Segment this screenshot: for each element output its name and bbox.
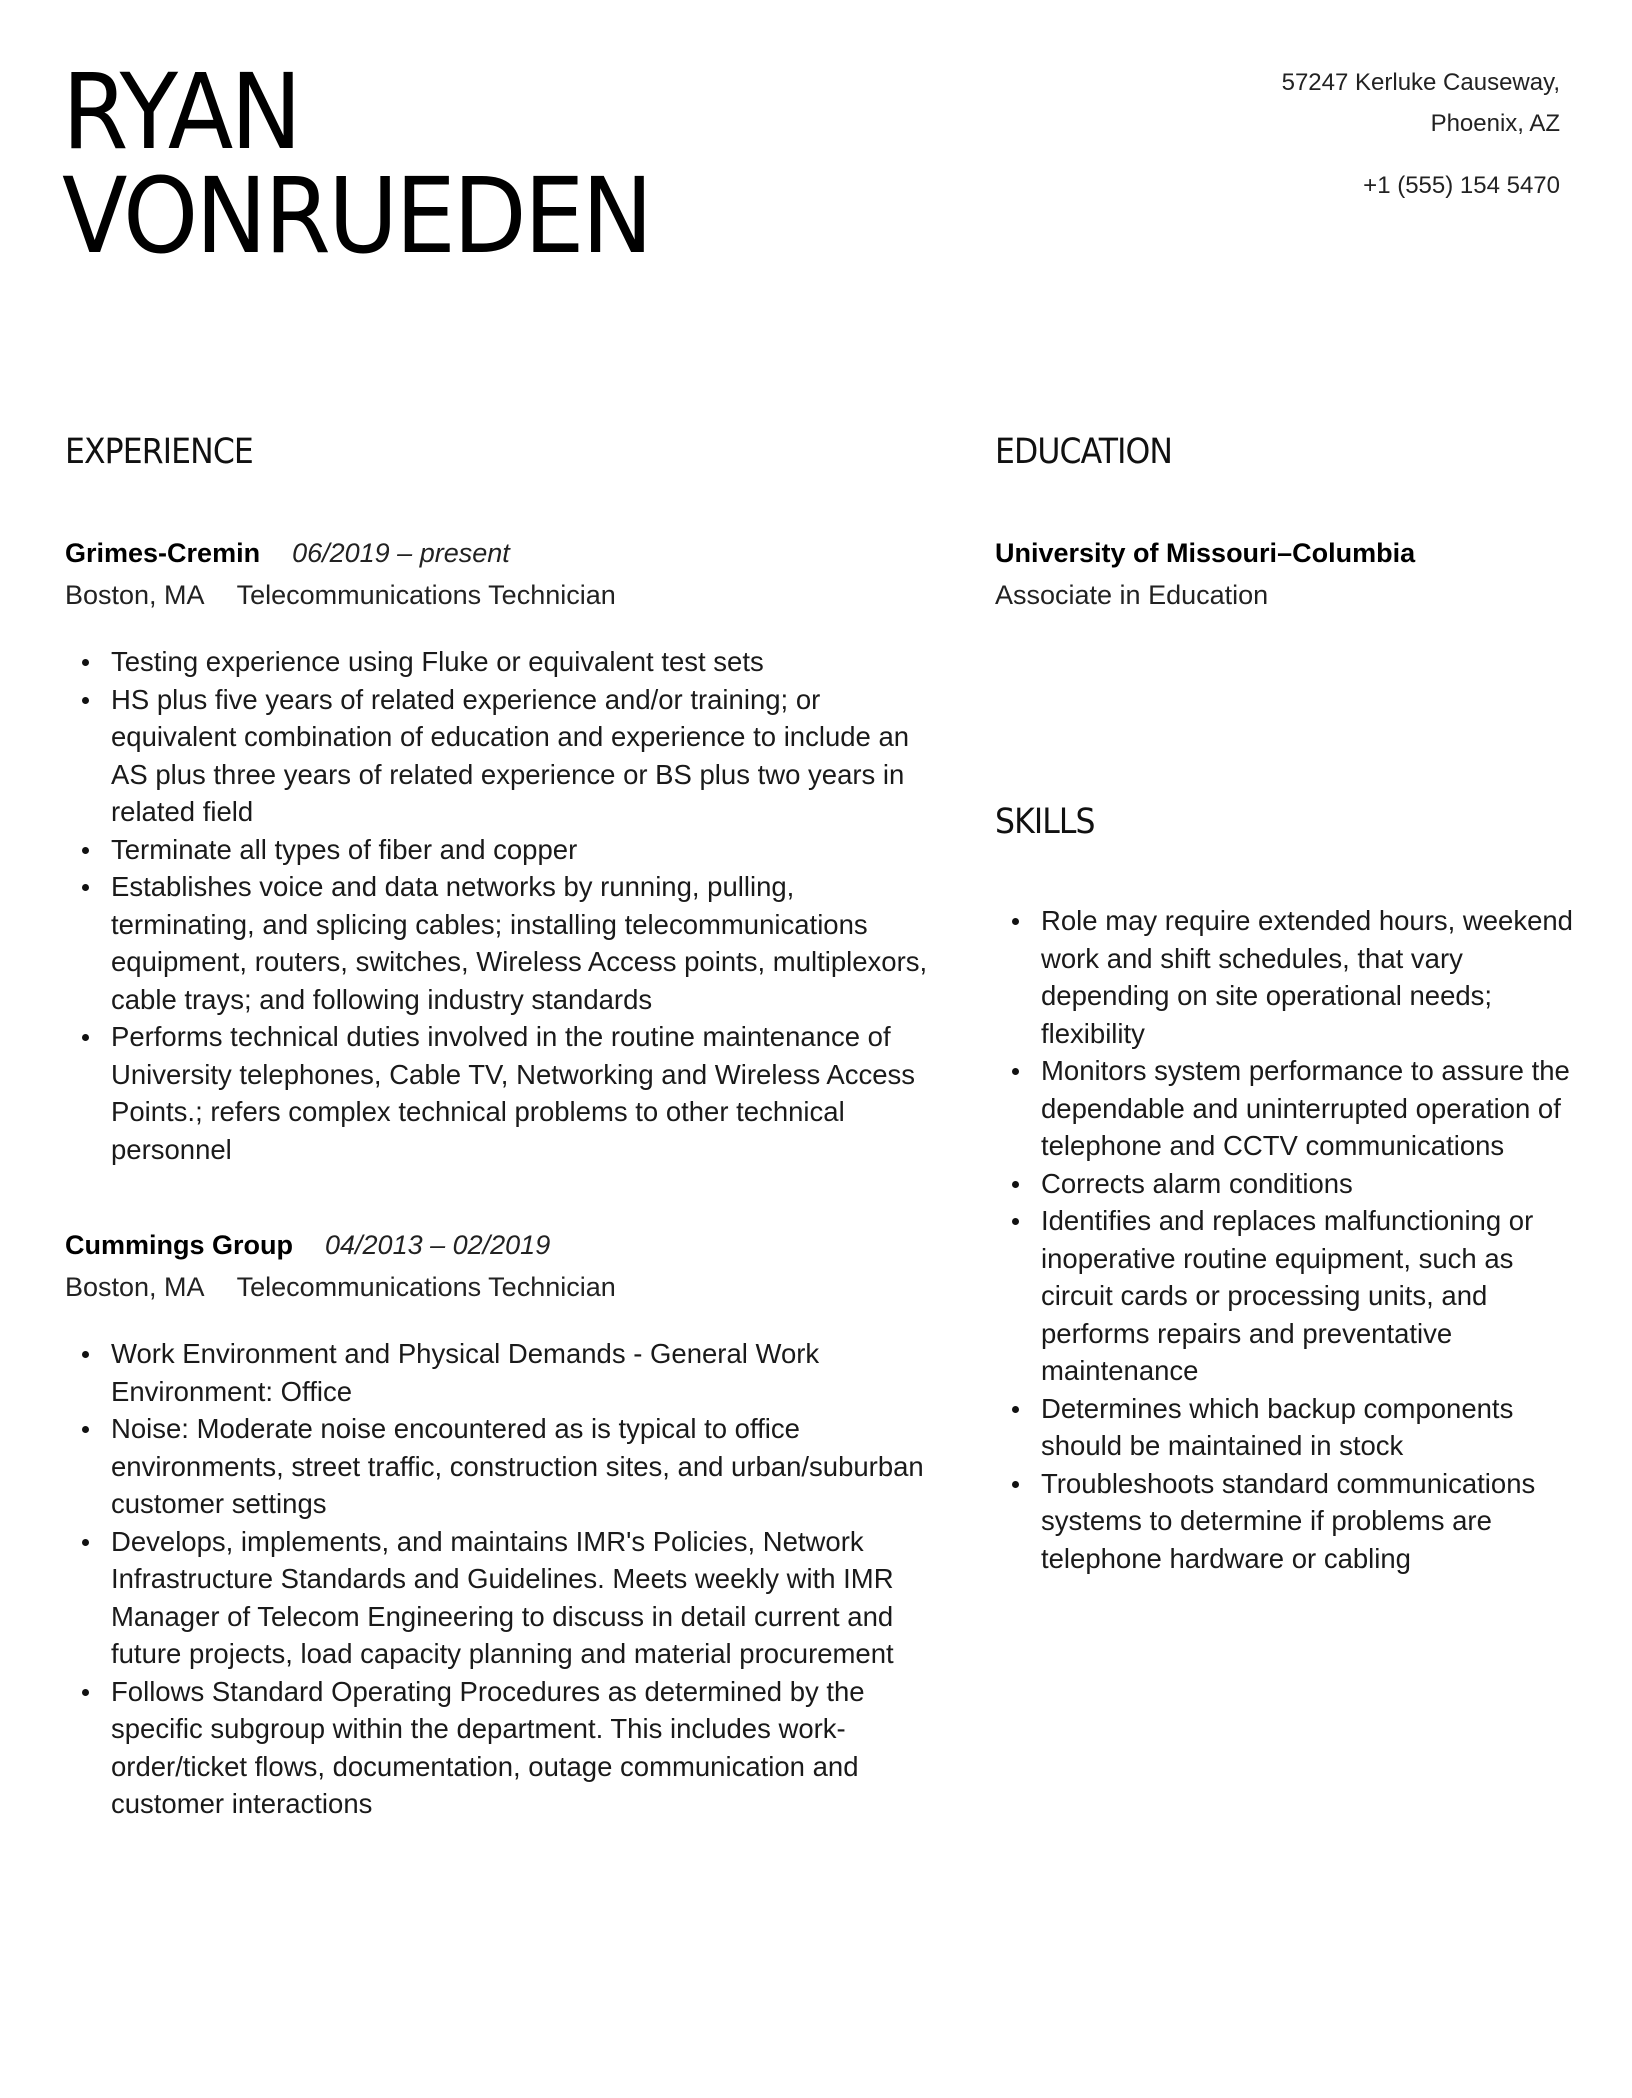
skill-item: Identifies and replaces malfunctioning or inoperative routine equipment, such as circuit cards or processing units, and performs repairs and preventative maintenance — [995, 1202, 1575, 1390]
education-heading: EDUCATION — [995, 432, 1173, 472]
bullet-item: Noise: Moderate noise encountered as is typical to office environments, street traffic, construction sites, and urban/suburban customer settings — [65, 1410, 945, 1523]
job-dates: 04/2013 – 02/2019 — [325, 1230, 551, 1260]
company-name: Grimes-Cremin — [65, 538, 261, 568]
degree: Associate in Education — [995, 580, 1269, 610]
job-location: Boston, MA — [65, 1272, 205, 1302]
company-name: Cummings Group — [65, 1230, 293, 1260]
school-name: University of Missouri–Columbia — [995, 538, 1416, 568]
contact-block — [1282, 62, 1560, 206]
job-subheader — [65, 1266, 945, 1308]
job-title: Telecommunications Technician — [236, 580, 616, 610]
bullet-item: Follows Standard Operating Procedures as determined by the specific subgroup within the department. This includes work-order/ticket flows, documentation, outage communication and customer interactions — [65, 1673, 945, 1823]
education-section — [995, 428, 1575, 616]
job-location: Boston, MA — [65, 580, 205, 610]
skill-item: Role may require extended hours, weekend work and shift schedules, that vary depending on site operational needs; flexibility — [995, 902, 1575, 1052]
job-bullets — [65, 1335, 945, 1823]
name-last: VONRUEDEN — [62, 155, 651, 277]
skills-list — [995, 902, 1575, 1577]
bullet-item: Work Environment and Physical Demands - General Work Environment: Office — [65, 1335, 945, 1410]
job-header — [65, 532, 945, 574]
job-entry — [65, 532, 945, 1168]
candidate-name — [62, 51, 651, 277]
job-title: Telecommunications Technician — [236, 1272, 616, 1302]
job-entry — [65, 1224, 945, 1823]
bullet-item: Testing experience using Fluke or equivalent test sets — [65, 643, 945, 681]
address-line-2: Phoenix, AZ — [1430, 110, 1560, 137]
name-first: RYAN — [62, 51, 300, 173]
phone-number: +1 (555) 154 5470 — [1363, 172, 1560, 199]
address-line-1: 57247 Kerluke Causeway, — [1281, 69, 1560, 96]
job-subheader — [65, 574, 945, 616]
skills-section — [995, 798, 1575, 1577]
bullet-item: Develops, implements, and maintains IMR's Policies, Network Infrastructure Standards and Guidelines. Meets weekly with IMR Manager of Telecom Engineering to discuss in detail current and future projects, load capacity planning and material procurement — [65, 1523, 945, 1673]
job-bullets — [65, 643, 945, 1168]
bullet-item: Performs technical duties involved in the routine maintenance of University telephones, Cable TV, Networking and Wireless Access Points.; refers complex technical problems to other technical personnel — [65, 1018, 945, 1168]
skill-item: Monitors system performance to assure the dependable and uninterrupted operation of telephone and CCTV communications — [995, 1052, 1575, 1165]
education-entry — [995, 532, 1575, 616]
job-header — [65, 1224, 945, 1266]
job-dates: 06/2019 – present — [292, 538, 510, 568]
skill-item: Corrects alarm conditions — [995, 1165, 1575, 1203]
experience-heading: EXPERIENCE — [65, 432, 253, 472]
skills-heading: SKILLS — [995, 802, 1095, 842]
experience-section — [65, 428, 945, 1823]
skill-item: Determines which backup components should be maintained in stock — [995, 1390, 1575, 1465]
bullet-item: HS plus five years of related experience and/or training; or equivalent combination of education and experience to include an AS plus three years of related experience or BS plus two years in related field — [65, 681, 945, 831]
bullet-item: Establishes voice and data networks by running, pulling, terminating, and splicing cables; installing telecommunications equipment, routers, switches, Wireless Access points, multiplexors, cable trays; and following industry standards — [65, 868, 945, 1018]
skill-item: Troubleshoots standard communications systems to determine if problems are telephone hardware or cabling — [995, 1465, 1575, 1578]
bullet-item: Terminate all types of fiber and copper — [65, 831, 945, 869]
